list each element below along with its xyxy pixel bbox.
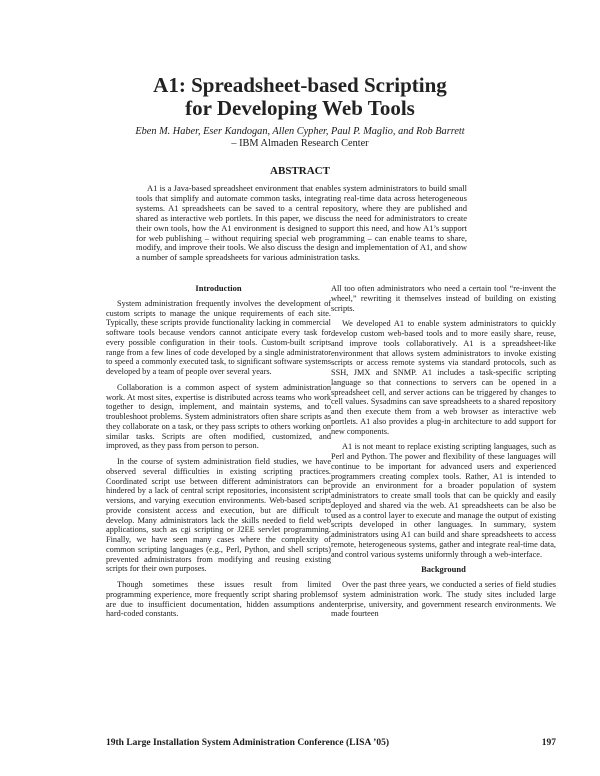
background-heading: Background bbox=[421, 564, 466, 575]
paragraph: We developed A1 to enable system administrators to quickly develop custom web-based tools and to more easily share, reuse, and improve tools collaboratively. A1 is a spreadsheet-like environment that allows system administrators to invoke existing scripts or access remote systems via standard protocols, such as SSH, JMX and SNMP. A1 includes a task-specific scripting language so that connections to servers can be opened in a spreadsheet cell, and server actions can be triggered by changes to cell values. Sysadmins can save spreadsheets to a shared repository and then execute them from a web browser as interactive web portlets. A1 also provides a plug-in architecture to add support for new components. bbox=[331, 319, 556, 436]
conference-name: 19th Large Installation System Administration Conference (LISA ’05) bbox=[106, 738, 389, 748]
left-column bbox=[106, 284, 331, 625]
paragraph: Though sometimes these issues result from limited programming experience, more frequently script sharing problems are due to insufficient documentation, hidden assumptions and hard-coded constants. bbox=[106, 580, 331, 619]
paragraph: System administration frequently involves the development of custom scripts to manage the unique requirements of each site. Typically, these scripts provide functionality lacking in commercial software tools because vendors cannot anticipate every task for every possible configuration in their tools. Custom-built scripts range from a few lines of code developed by a single administrator to speed a commonly executed task, to significant software systems developed by a team of people over several years. bbox=[106, 298, 331, 376]
paragraph: Collaboration is a common aspect of system administration work. At most sites, expertise is distributed across teams who work together to design, implement, and maintain systems, and to troubleshoot problems. System administrators often share scripts as they collaborate on a task, or they pass scripts to others working on similar tasks. Scripts are often modified, customized, and improved, as they pass from person to person. bbox=[106, 382, 331, 451]
affiliation: – IBM Almaden Research Center bbox=[231, 138, 369, 149]
paragraph: Over the past three years, we conducted a series of field studies of system administration work. The study sites included large enterprise, university, and government research environments. We made fourteen bbox=[331, 580, 556, 619]
abstract-heading: ABSTRACT bbox=[270, 165, 330, 177]
paper-title bbox=[0, 74, 600, 120]
paragraph: In the course of system administration field studies, we have observed several difficulties in existing scripting practices. Coordinated script use between different administrators can be hindered by a lack of central script repositories, inconsistent script versions, and varying execution environments. Web-based scripts provide consistent access and execution, but are difficult to develop. Many administrators lack the skills needed to field web applications, such as cgi scripting or J2EE servlet programming. Finally, we have seen many cases where the complexity of common scripting languages (e.g., Perl, Python, and shell scripts) prevented administrators from modifying and reusing existing scripts for their own purposes. bbox=[106, 457, 331, 574]
page-number: 197 bbox=[541, 738, 556, 748]
right-column bbox=[331, 284, 556, 625]
page-footer bbox=[106, 738, 556, 748]
abstract-text: A1 is a Java-based spreadsheet environment that enables system administrators to build small tools that simplify and automate common tasks, integrating real-time data across heterogeneous systems. A1 spreadsheets can be saved to a central repository, where they are published and shared as interactive web portlets. In this paper, we discuss the need for administrators to create their own tools, how the A1 environment is designed to support this need, and how A1’s support for web publishing – without requiring special web programming – can enable teams to share, modify, and improve their tools. We also discuss the design and implementation of A1, and show a number of sample spreadsheets for various administration tasks. bbox=[136, 183, 467, 263]
title-line-2: for Developing Web Tools bbox=[185, 96, 415, 120]
paragraph: All too often administrators who need a certain tool “re-invent the wheel,” rewriting it themselves instead of building on existing scripts. bbox=[331, 284, 556, 313]
paragraph: A1 is not meant to replace existing scripting languages, such as Perl and Python. The power and flexibility of these languages will continue to be important for advanced users and experienced programmers creating complex tools. Rather, A1 is intended to provide an environment for a broader population of system administrators to create small tools that can be quickly and easily deployed and shared via the web. A1 spreadsheets can be also be used as a control layer to execute and manage the output of existing scripts developed in other languages. In summary, system administrators using A1 can build and share spreadsheets to access remote, heterogeneous systems, gather and integrate real-time data, and control various systems uniformly through a web-interface. bbox=[331, 442, 556, 559]
authors: Eben M. Haber, Eser Kandogan, Allen Cypher, Paul P. Maglio, and Rob Barrett bbox=[135, 126, 465, 137]
title-line-1: A1: Spreadsheet-based Scripting bbox=[153, 73, 447, 97]
introduction-heading: Introduction bbox=[195, 283, 242, 293]
